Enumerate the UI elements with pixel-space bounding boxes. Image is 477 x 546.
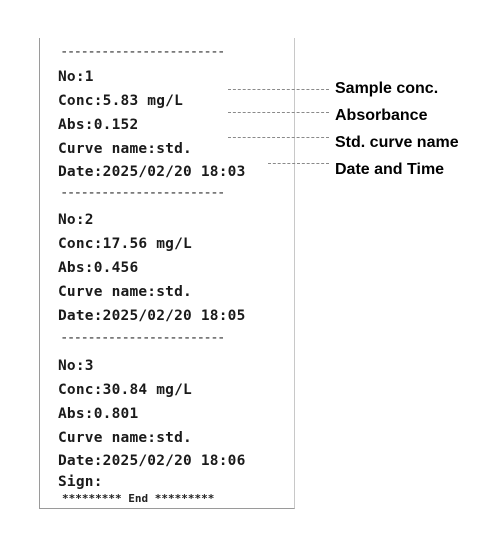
record-3-curve-name: Curve name:std. bbox=[58, 430, 192, 446]
record-2-date-time: Date:2025/02/20 18:05 bbox=[58, 308, 246, 324]
record-3-date-time: Date:2025/02/20 18:06 bbox=[58, 453, 246, 469]
callout-absorbance: Absorbance bbox=[335, 107, 428, 124]
record-2-concentration: Conc:17.56 mg/L bbox=[58, 236, 192, 252]
record-3-concentration: Conc:30.84 mg/L bbox=[58, 382, 192, 398]
record-2-absorbance: Abs:0.456 bbox=[58, 260, 139, 276]
record-1-number: No:1 bbox=[58, 69, 94, 85]
divider: ------------------------ bbox=[60, 330, 224, 346]
record-3-absorbance: Abs:0.801 bbox=[58, 406, 139, 422]
printout-receipt bbox=[39, 38, 295, 509]
divider: ------------------------ bbox=[60, 44, 224, 60]
record-2-curve-name: Curve name:std. bbox=[58, 284, 192, 300]
divider: ------------------------ bbox=[60, 185, 224, 201]
callout-leader-date-time bbox=[268, 163, 329, 164]
callout-date-time: Date and Time bbox=[335, 161, 445, 178]
record-1-date-time: Date:2025/02/20 18:03 bbox=[58, 164, 246, 180]
record-1-absorbance: Abs:0.152 bbox=[58, 117, 139, 133]
callout-leader-absorbance bbox=[228, 112, 329, 113]
record-2-number: No:2 bbox=[58, 212, 94, 228]
record-3-number: No:3 bbox=[58, 358, 94, 374]
end-line: ********* End ********* bbox=[62, 492, 215, 505]
callout-leader-std-curve-name bbox=[228, 137, 329, 138]
callout-leader-sample-conc bbox=[228, 89, 329, 90]
sign-label: Sign: bbox=[58, 474, 103, 490]
record-1-concentration: Conc:5.83 mg/L bbox=[58, 93, 184, 109]
record-1-curve-name: Curve name:std. bbox=[58, 141, 192, 157]
callout-sample-conc: Sample conc. bbox=[335, 80, 439, 97]
callout-std-curve-name: Std. curve name bbox=[335, 134, 459, 151]
